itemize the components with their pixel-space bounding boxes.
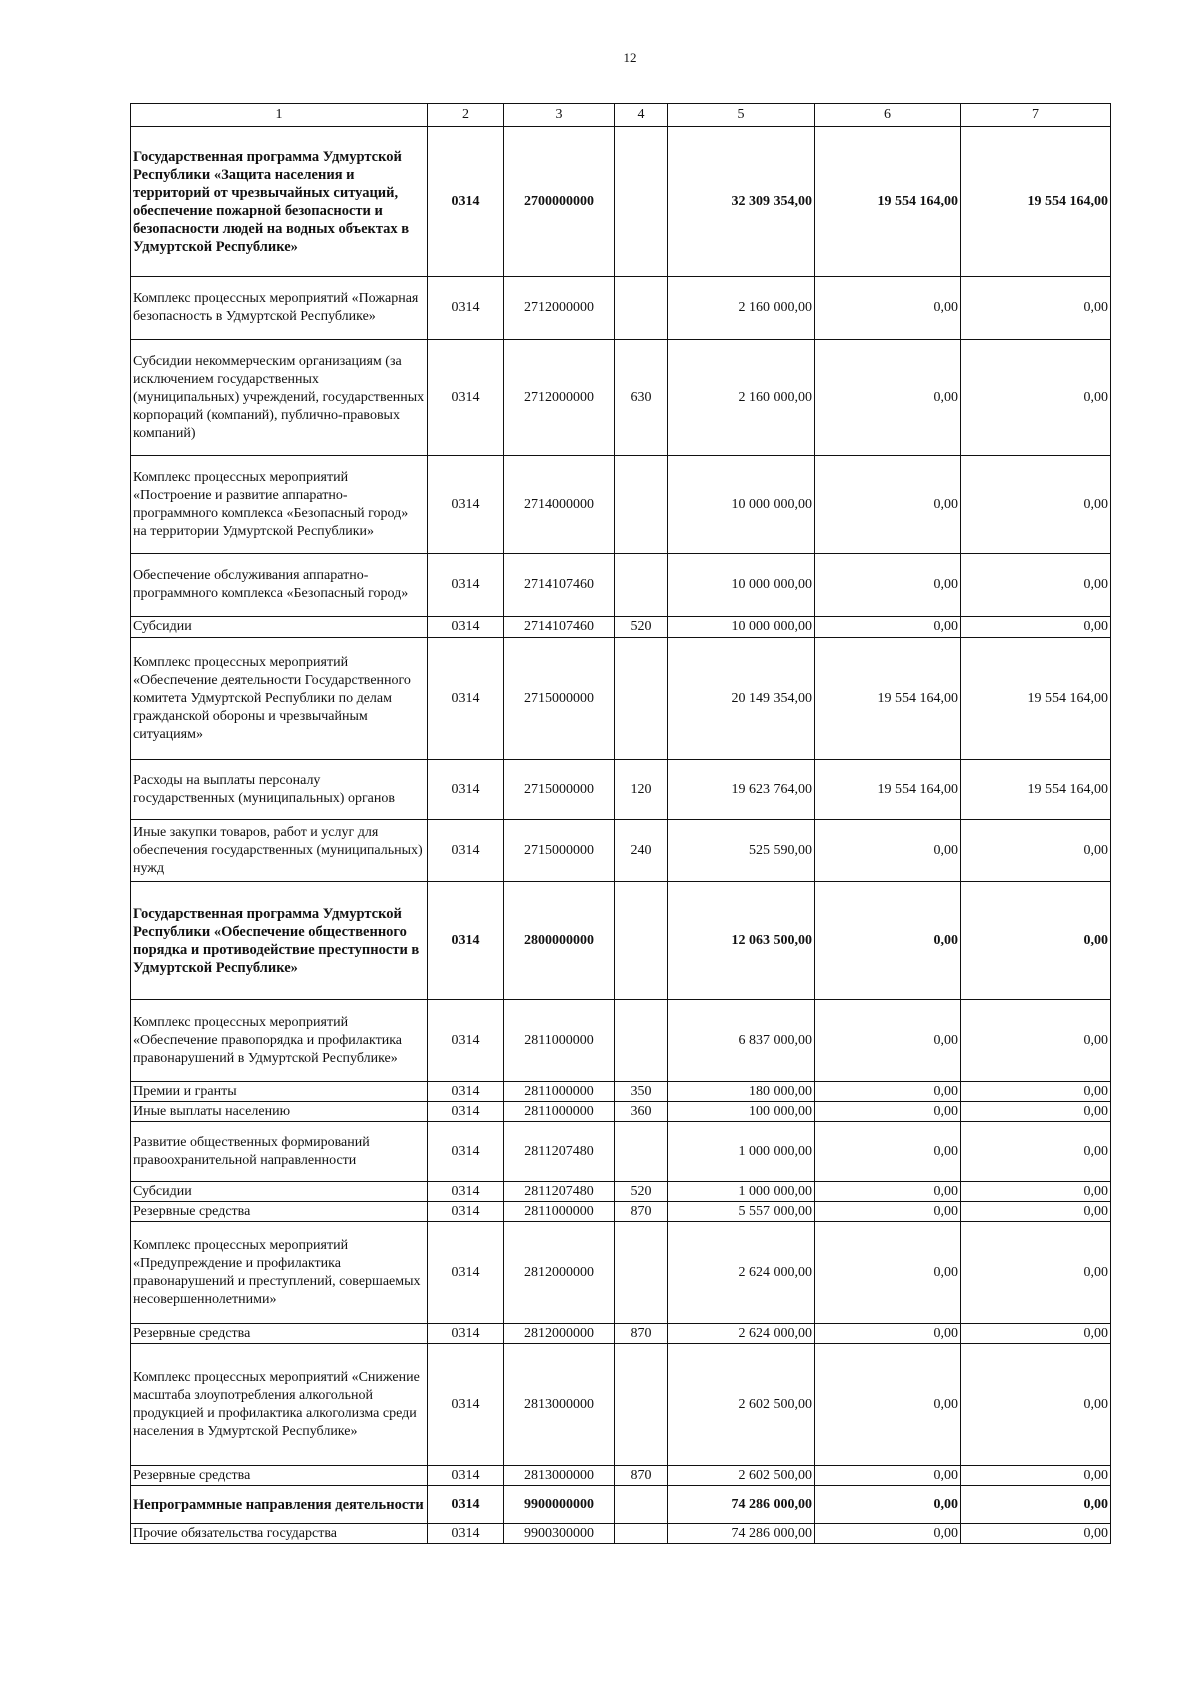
amount-year-2: 0,00 (815, 1524, 961, 1544)
table-row (131, 1182, 1111, 1202)
expense-type-code: 350 (615, 1082, 668, 1102)
row-name: Комплекс процессных мероприятий «Снижение масштаба злоупотребления алкогольной продукцией и профилактика алкоголизма среди населения в Удмуртской Республике» (131, 1344, 428, 1466)
section-code: 0314 (428, 1344, 504, 1466)
target-article-code: 2700000000 (504, 127, 615, 277)
table-row (131, 554, 1111, 617)
amount-year-1: 10 000 000,00 (668, 456, 815, 554)
target-article-code: 2811000000 (504, 1102, 615, 1122)
table-row (131, 1222, 1111, 1324)
section-code: 0314 (428, 638, 504, 760)
row-name: Развитие общественных формирований правоохранительной направленности (131, 1122, 428, 1182)
row-name: Обеспечение обслуживания аппаратно-программного комплекса «Безопасный город» (131, 554, 428, 617)
expense-type-code (615, 1344, 668, 1466)
amount-year-2: 19 554 164,00 (815, 127, 961, 277)
amount-year-3: 0,00 (961, 617, 1111, 638)
target-article-code: 2811207480 (504, 1182, 615, 1202)
expense-type-code (615, 1222, 668, 1324)
row-name: Расходы на выплаты персоналу государственных (муниципальных) органов (131, 760, 428, 820)
amount-year-3: 0,00 (961, 277, 1111, 340)
amount-year-2: 0,00 (815, 1000, 961, 1082)
table-row (131, 1082, 1111, 1102)
section-code: 0314 (428, 1324, 504, 1344)
amount-year-1: 2 602 500,00 (668, 1344, 815, 1466)
section-code: 0314 (428, 1202, 504, 1222)
table-row (131, 882, 1111, 1000)
section-code: 0314 (428, 1486, 504, 1524)
section-code: 0314 (428, 760, 504, 820)
row-name: Субсидии (131, 1182, 428, 1202)
column-header: 7 (961, 104, 1111, 127)
row-name: Резервные средства (131, 1466, 428, 1486)
amount-year-2: 0,00 (815, 456, 961, 554)
amount-year-2: 0,00 (815, 554, 961, 617)
table-row (131, 760, 1111, 820)
table-row (131, 638, 1111, 760)
table-row (131, 1344, 1111, 1466)
section-code: 0314 (428, 127, 504, 277)
expense-type-code: 120 (615, 760, 668, 820)
row-name: Государственная программа Удмуртской Республики «Защита населения и территорий от чрезвычайных ситуаций, обеспечение пожарной безопасности и безопасности людей на водных объектах в Удмуртской Республике» (131, 127, 428, 277)
amount-year-3: 0,00 (961, 1222, 1111, 1324)
amount-year-3: 0,00 (961, 554, 1111, 617)
row-name: Субсидии (131, 617, 428, 638)
column-header: 3 (504, 104, 615, 127)
amount-year-3: 0,00 (961, 882, 1111, 1000)
target-article-code: 2712000000 (504, 340, 615, 456)
amount-year-1: 5 557 000,00 (668, 1202, 815, 1222)
target-article-code: 2811000000 (504, 1000, 615, 1082)
section-code: 0314 (428, 1182, 504, 1202)
section-code: 0314 (428, 1122, 504, 1182)
section-code: 0314 (428, 277, 504, 340)
amount-year-2: 0,00 (815, 1082, 961, 1102)
target-article-code: 2715000000 (504, 820, 615, 882)
expense-type-code (615, 456, 668, 554)
table-row (131, 1102, 1111, 1122)
amount-year-1: 10 000 000,00 (668, 554, 815, 617)
section-code: 0314 (428, 1524, 504, 1544)
row-name: Субсидии некоммерческим организациям (за исключением государственных (муниципальных) учреждений, государственных корпораций (компаний), публично-правовых компаний) (131, 340, 428, 456)
amount-year-2: 0,00 (815, 340, 961, 456)
amount-year-2: 0,00 (815, 1122, 961, 1182)
section-code: 0314 (428, 1082, 504, 1102)
row-name: Комплекс процессных мероприятий «Обеспечение деятельности Государственного комитета Удмуртской Республики по делам гражданской обороны и чрезвычайным ситуациям» (131, 638, 428, 760)
row-name: Резервные средства (131, 1202, 428, 1222)
row-name: Комплекс процессных мероприятий «Обеспечение правопорядка и профилактика правонарушений в Удмуртской Республике» (131, 1000, 428, 1082)
amount-year-3: 0,00 (961, 1082, 1111, 1102)
amount-year-1: 10 000 000,00 (668, 617, 815, 638)
expense-type-code: 520 (615, 617, 668, 638)
amount-year-1: 2 624 000,00 (668, 1324, 815, 1344)
amount-year-1: 12 063 500,00 (668, 882, 815, 1000)
expense-type-code: 870 (615, 1466, 668, 1486)
amount-year-3: 0,00 (961, 456, 1111, 554)
amount-year-3: 0,00 (961, 820, 1111, 882)
table-header (131, 104, 1111, 127)
table-row (131, 1202, 1111, 1222)
amount-year-1: 1 000 000,00 (668, 1122, 815, 1182)
section-code: 0314 (428, 1000, 504, 1082)
amount-year-1: 1 000 000,00 (668, 1182, 815, 1202)
amount-year-3: 0,00 (961, 1466, 1111, 1486)
table-row (131, 1486, 1111, 1524)
amount-year-1: 32 309 354,00 (668, 127, 815, 277)
section-code: 0314 (428, 820, 504, 882)
amount-year-1: 74 286 000,00 (668, 1524, 815, 1544)
target-article-code: 2812000000 (504, 1324, 615, 1344)
target-article-code: 2811000000 (504, 1082, 615, 1102)
row-name: Прочие обязательства государства (131, 1524, 428, 1544)
amount-year-1: 2 624 000,00 (668, 1222, 815, 1324)
amount-year-2: 0,00 (815, 1486, 961, 1524)
amount-year-2: 19 554 164,00 (815, 638, 961, 760)
column-header: 4 (615, 104, 668, 127)
amount-year-2: 0,00 (815, 1344, 961, 1466)
expense-type-code: 520 (615, 1182, 668, 1202)
expense-type-code: 630 (615, 340, 668, 456)
amount-year-2: 0,00 (815, 882, 961, 1000)
amount-year-2: 0,00 (815, 277, 961, 340)
amount-year-3: 0,00 (961, 1202, 1111, 1222)
amount-year-1: 2 160 000,00 (668, 277, 815, 340)
target-article-code: 2813000000 (504, 1344, 615, 1466)
amount-year-2: 0,00 (815, 617, 961, 638)
row-name: Иные выплаты населению (131, 1102, 428, 1122)
expense-type-code (615, 277, 668, 340)
expense-type-code (615, 1122, 668, 1182)
amount-year-2: 0,00 (815, 1466, 961, 1486)
column-header: 2 (428, 104, 504, 127)
section-code: 0314 (428, 882, 504, 1000)
row-name: Иные закупки товаров, работ и услуг для обеспечения государственных (муниципальных) нужд (131, 820, 428, 882)
table-row (131, 1000, 1111, 1082)
amount-year-1: 2 602 500,00 (668, 1466, 815, 1486)
table-row (131, 1466, 1111, 1486)
section-code: 0314 (428, 617, 504, 638)
amount-year-1: 19 623 764,00 (668, 760, 815, 820)
section-code: 0314 (428, 340, 504, 456)
expense-type-code (615, 882, 668, 1000)
row-name: Комплекс процессных мероприятий «Построение и развитие аппаратно-программного комплекса «Безопасный город» на территории Удмуртской Республики» (131, 456, 428, 554)
table-row (131, 340, 1111, 456)
target-article-code: 2811207480 (504, 1122, 615, 1182)
amount-year-3: 0,00 (961, 1182, 1111, 1202)
target-article-code: 2812000000 (504, 1222, 615, 1324)
amount-year-3: 0,00 (961, 1122, 1111, 1182)
amount-year-1: 74 286 000,00 (668, 1486, 815, 1524)
amount-year-3: 0,00 (961, 1102, 1111, 1122)
table-row (131, 456, 1111, 554)
target-article-code: 2811000000 (504, 1202, 615, 1222)
amount-year-3: 19 554 164,00 (961, 127, 1111, 277)
amount-year-2: 0,00 (815, 1102, 961, 1122)
table-row (131, 1524, 1111, 1544)
amount-year-2: 0,00 (815, 1222, 961, 1324)
target-article-code: 2715000000 (504, 638, 615, 760)
amount-year-2: 19 554 164,00 (815, 760, 961, 820)
amount-year-3: 0,00 (961, 1486, 1111, 1524)
amount-year-1: 525 590,00 (668, 820, 815, 882)
amount-year-1: 20 149 354,00 (668, 638, 815, 760)
section-code: 0314 (428, 554, 504, 617)
expense-type-code: 870 (615, 1202, 668, 1222)
row-name: Резервные средства (131, 1324, 428, 1344)
expense-type-code: 360 (615, 1102, 668, 1122)
table-row (131, 1324, 1111, 1344)
row-name: Комплекс процессных мероприятий «Пожарная безопасность в Удмуртской Республике» (131, 277, 428, 340)
row-name: Комплекс процессных мероприятий «Предупреждение и профилактика правонарушений и преступлений, совершаемых несовершеннолетними» (131, 1222, 428, 1324)
expense-type-code (615, 1000, 668, 1082)
target-article-code: 2813000000 (504, 1466, 615, 1486)
amount-year-2: 0,00 (815, 1324, 961, 1344)
amount-year-1: 100 000,00 (668, 1102, 815, 1122)
table-row (131, 1122, 1111, 1182)
table-row (131, 127, 1111, 277)
expense-type-code: 240 (615, 820, 668, 882)
table-row (131, 277, 1111, 340)
section-code: 0314 (428, 456, 504, 554)
section-code: 0314 (428, 1466, 504, 1486)
amount-year-3: 19 554 164,00 (961, 760, 1111, 820)
budget-table (130, 103, 1111, 1544)
column-header: 6 (815, 104, 961, 127)
expense-type-code (615, 1524, 668, 1544)
amount-year-1: 2 160 000,00 (668, 340, 815, 456)
target-article-code: 9900300000 (504, 1524, 615, 1544)
table-body (131, 127, 1111, 1544)
target-article-code: 9900000000 (504, 1486, 615, 1524)
target-article-code: 2714000000 (504, 456, 615, 554)
page-number: 12 (623, 50, 637, 65)
target-article-code: 2714107460 (504, 554, 615, 617)
amount-year-3: 0,00 (961, 1524, 1111, 1544)
expense-type-code (615, 1486, 668, 1524)
row-name: Премии и гранты (131, 1082, 428, 1102)
amount-year-3: 0,00 (961, 1000, 1111, 1082)
amount-year-3: 0,00 (961, 340, 1111, 456)
amount-year-3: 19 554 164,00 (961, 638, 1111, 760)
section-code: 0314 (428, 1222, 504, 1324)
table-row (131, 617, 1111, 638)
column-header: 5 (668, 104, 815, 127)
expense-type-code (615, 554, 668, 617)
header-row (131, 104, 1111, 127)
row-name: Государственная программа Удмуртской Республики «Обеспечение общественного порядка и противодействие преступности в Удмуртской Республике» (131, 882, 428, 1000)
amount-year-3: 0,00 (961, 1324, 1111, 1344)
target-article-code: 2712000000 (504, 277, 615, 340)
amount-year-2: 0,00 (815, 1202, 961, 1222)
amount-year-2: 0,00 (815, 1182, 961, 1202)
section-code: 0314 (428, 1102, 504, 1122)
amount-year-1: 6 837 000,00 (668, 1000, 815, 1082)
expense-type-code (615, 127, 668, 277)
table-row (131, 820, 1111, 882)
expense-type-code: 870 (615, 1324, 668, 1344)
target-article-code: 2714107460 (504, 617, 615, 638)
amount-year-2: 0,00 (815, 820, 961, 882)
target-article-code: 2800000000 (504, 882, 615, 1000)
amount-year-3: 0,00 (961, 1344, 1111, 1466)
column-header: 1 (131, 104, 428, 127)
amount-year-1: 180 000,00 (668, 1082, 815, 1102)
target-article-code: 2715000000 (504, 760, 615, 820)
row-name: Непрограммные направления деятельности (131, 1486, 428, 1524)
expense-type-code (615, 638, 668, 760)
